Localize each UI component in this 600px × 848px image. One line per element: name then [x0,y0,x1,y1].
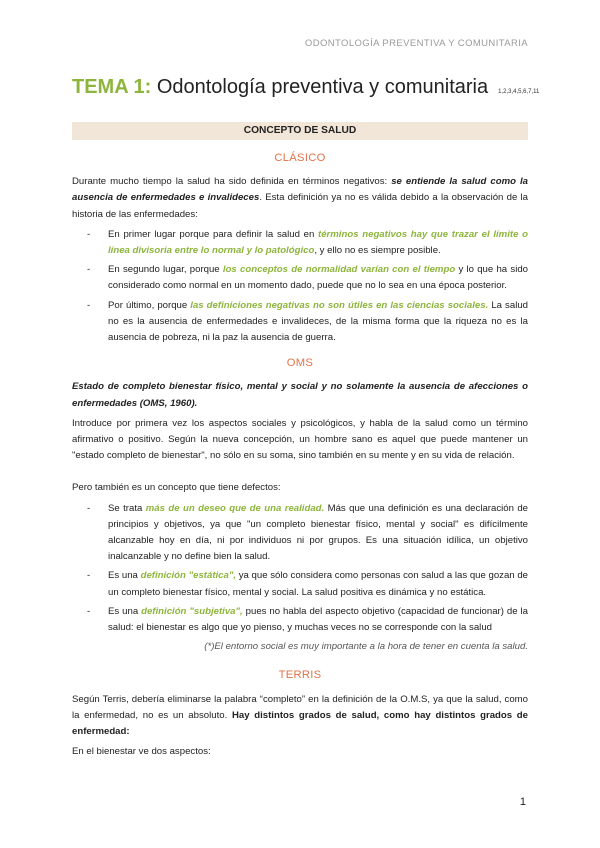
clasico-intro-a: Durante mucho tiempo la salud ha sido definida en términos negativos: [72,176,392,188]
item-text: Es una [108,605,142,617]
item-highlight: los conceptos de normalidad varían con el tiempo [222,264,456,276]
oms-defects-intro: Pero también es un concepto que tiene defectos: [72,482,281,494]
subheading-clasico: CLÁSICO [274,152,326,164]
item-text: En segundo lugar, porque [108,264,223,276]
document-body [72,122,528,765]
title-text: Odontología preventiva y comunitaria [151,76,489,98]
list-item [108,262,528,294]
terris-paragraph [72,692,528,741]
oms-note: (*)El entorno social es muy importante a la hora de tener en cuenta la salud. [204,641,528,653]
subheading-terris: TERRIS [278,669,322,682]
item-highlight: más de un deseo que de una realidad. [145,502,325,514]
running-header: ODONTOLOGÍA PREVENTIVA Y COMUNITARIA [304,38,528,49]
oms-intro: Introduce por primera vez los aspectos sociales y psicológicos, y habla de la salud como un término afirmativo o positivo. Según la nueva concepción, un hombre sano es aquel que puede mantener un "estado completo de bienestar", no sólo en su soma, sino también en su mente y en su vida de relación. [72,417,528,462]
clasico-intro [72,174,528,223]
terris-emphasis: Hay distintos grados de salud, como hay distintos grados de enfermedad: [72,709,528,738]
title-tema: TEMA 1: [72,76,152,98]
terris-text: Según Terris, debería eliminarse la palabra “completo” en la definición de la O.M.S, ya que la salud, como la enfermedad, no es un absoluto. [72,693,528,721]
terris-aspects: En el bienestar ve dos aspectos: [72,746,211,758]
section-heading: CONCEPTO DE SALUD [72,122,528,140]
oms-list [72,501,528,637]
item-highlight: definición "subjetiva", [141,605,243,617]
item-text: pues no habla del aspecto objetivo (capacidad de funcionar) de la salud: el bienestar es algo que yo pienso, y muchas veces no se corresponde con la salud [108,605,528,634]
item-text: , y ello no es siempre posible. [314,245,441,257]
item-text: La salud no es la ausencia de enfermedades e invalideces, de la misma forma que la riqueza no es la ausencia de pobreza, ni la paz la ausencia de guerra. [108,299,528,344]
clasico-intro-emphasis: se entiende la salud como la ausencia de enfermedades e invalideces [72,176,528,204]
item-highlight: definición "estática", [140,570,237,582]
title-references: 1,2,3,4,5,6,7,11 [498,89,540,95]
item-text: ya que sólo considera como personas con salud a las que gozan de un completo bienestar físico, mental y social. La salud positiva es dinámica y no estática. [108,570,528,598]
list-item [108,604,528,636]
clasico-list [72,227,528,346]
page-number: 1 [519,796,526,808]
clasico-intro-c: . Esta definición ya no es válida debido a la observación de la historia de las enfermedades: [72,192,528,220]
item-text: y lo que ha sido considerado como normal en un momento dado, puede que no lo sea en una época posterior. [108,264,528,292]
item-text: Es una [108,570,141,582]
item-text: Más que una definición es una declaración de principios y objetivos, ya que "un completo bienestar físico, mental y social" es difícilmente alcanzable hoy en día, ni por individuos ni por grupos. Es una situación idílica, un objetivo inalcanzable y no define bien la salud. [108,502,528,563]
oms-definition: Estado de completo bienestar físico, mental y social y no solamente la ausencia de afecciones o enfermedades (OMS, 1960). [72,381,528,409]
list-item [108,568,528,600]
item-text: En primer lugar porque para definir la salud en [108,228,319,240]
item-highlight: términos negativos hay que trazar el límite o línea divisoria entre lo normal y lo patológico [108,228,528,257]
item-text: Por último, porque [108,299,191,311]
list-item [108,227,528,259]
item-text: Se trata [108,502,146,514]
subheading-oms: OMS [286,357,314,370]
item-highlight: las definiciones negativas no son útiles en las ciencias sociales. [190,299,489,311]
list-item [108,501,528,566]
list-item [108,298,528,347]
page-title [72,76,539,99]
